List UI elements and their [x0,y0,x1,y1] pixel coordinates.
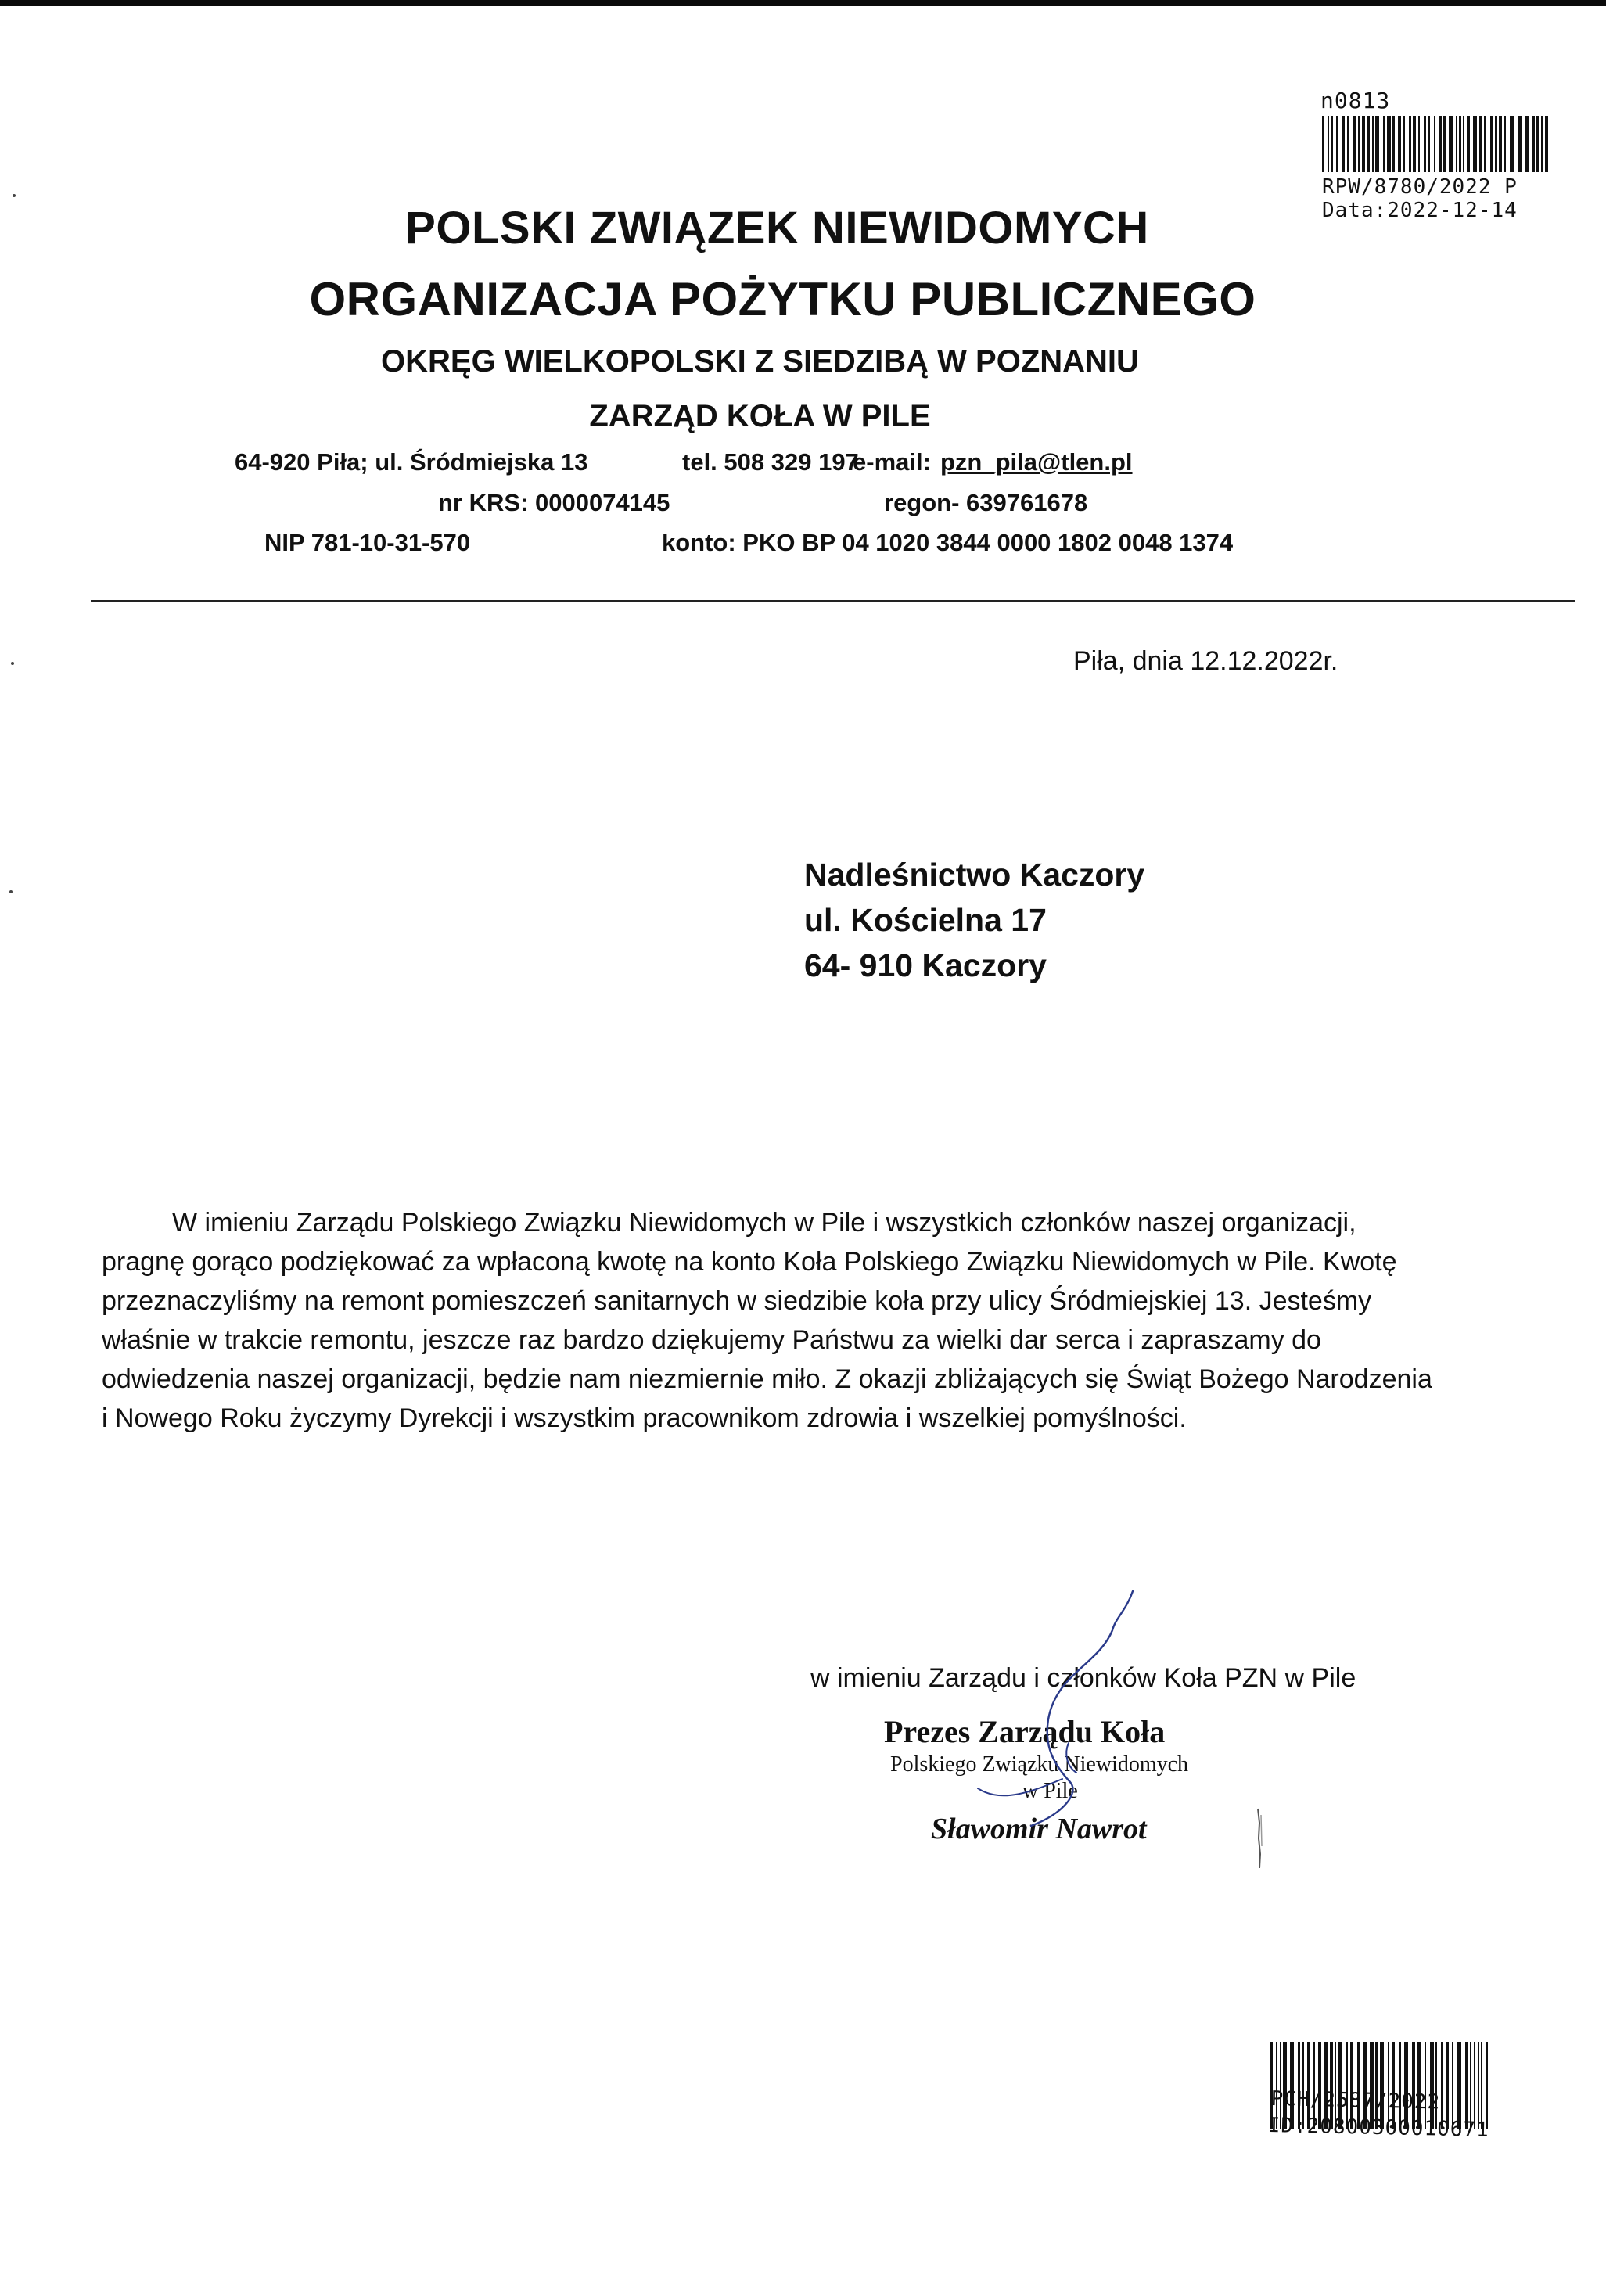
body-line: i Nowego Roku życzymy Dyrekcji i wszystkim pracownikom zdrowia i wszelkiej pomyślności. [102,1403,1187,1433]
handwritten-signature [931,1586,1166,1837]
letter-date: Piła, dnia 12.12.2022r. [1073,646,1338,676]
registration-barcode [1322,116,1549,172]
intake-reference: PCH/2587/2022 [1270,2087,1441,2115]
recipient-city: 64- 910 Kaczory [804,947,1047,983]
stamp-name: Sławomir Nawrot [931,1813,1147,1845]
letterhead-phone: tel. 508 329 197 [682,448,859,476]
letterhead-org-status: ORGANIZACJA POŻYTKU PUBLICZNEGO [309,273,1256,325]
scan-speck [9,890,13,893]
letterhead-email-link[interactable]: pzn_pila@tlen.pl [940,448,1133,476]
body-line: odwiedzenia naszej organizacji, będzie nam niezmiernie miło. Z okazji zbliżających się Świąt Bożego Narodzenia [102,1364,1432,1394]
letterhead-divider [91,600,1575,602]
recipient-street: ul. Kościelna 17 [804,902,1047,938]
letterhead-org-name: POLSKI ZWIĄZEK NIEWIDOMYCH [405,203,1149,253]
intake-id: ID:20800300010671 [1267,2114,1490,2142]
scan-mark [1255,1807,1264,1870]
letterhead-nip: NIP 781-10-31-570 [264,529,471,556]
recipient-name: Nadleśnictwo Kaczory [804,857,1145,893]
letterhead-email-label: e-mail: [853,448,931,476]
letterhead-address: 64-920 Piła; ul. Śródmiejska 13 [235,448,588,476]
letterhead-krs: nr KRS: 0000074145 [438,489,670,516]
scan-top-border [0,0,1606,6]
registration-number: n0813 [1320,88,1391,113]
letterhead-district: OKRĘG WIELKOPOLSKI Z SIEDZIBĄ W POZNANIU [381,344,1139,379]
letterhead-branch: ZARZĄD KOŁA W PILE [589,399,931,433]
body-line: przeznaczyliśmy na remont pomieszczeń sanitarnych w siedzibie koła przy ulicy Śródmiejskiej 13. Jesteśmy [102,1286,1372,1316]
stamp-organization: Polskiego Związku Niewidomych [890,1752,1189,1777]
scan-speck [13,194,16,197]
letterhead-regon: regon- 639761678 [884,489,1088,516]
scan-speck [11,662,14,665]
stamp-place: w Pile [1022,1779,1078,1803]
closing-line: w imieniu Zarządu i członków Koła PZN w Pile [810,1663,1356,1693]
letter-body [102,1203,1533,1438]
registration-date: Data:2022-12-14 [1322,199,1518,222]
letterhead-bank-account: konto: PKO BP 04 1020 3844 0000 1802 0048 1374 [662,529,1234,556]
stamp-title: Prezes Zarządu Koła [884,1714,1166,1749]
body-line: W imieniu Zarządu Polskiego Związku Niewidomych w Pile i wszystkich członków naszej organizacji, [172,1208,1356,1238]
registration-reference: RPW/8780/2022 P [1322,175,1518,199]
body-line: pragnę gorąco podziękować za wpłaconą kwotę na konto Koła Polskiego Związku Niewidomych w Pile. Kwotę [102,1247,1397,1277]
body-line: właśnie w trakcie remontu, jeszcze raz bardzo dziękujemy Państwu za wielki dar serca i zapraszamy do [102,1325,1321,1355]
